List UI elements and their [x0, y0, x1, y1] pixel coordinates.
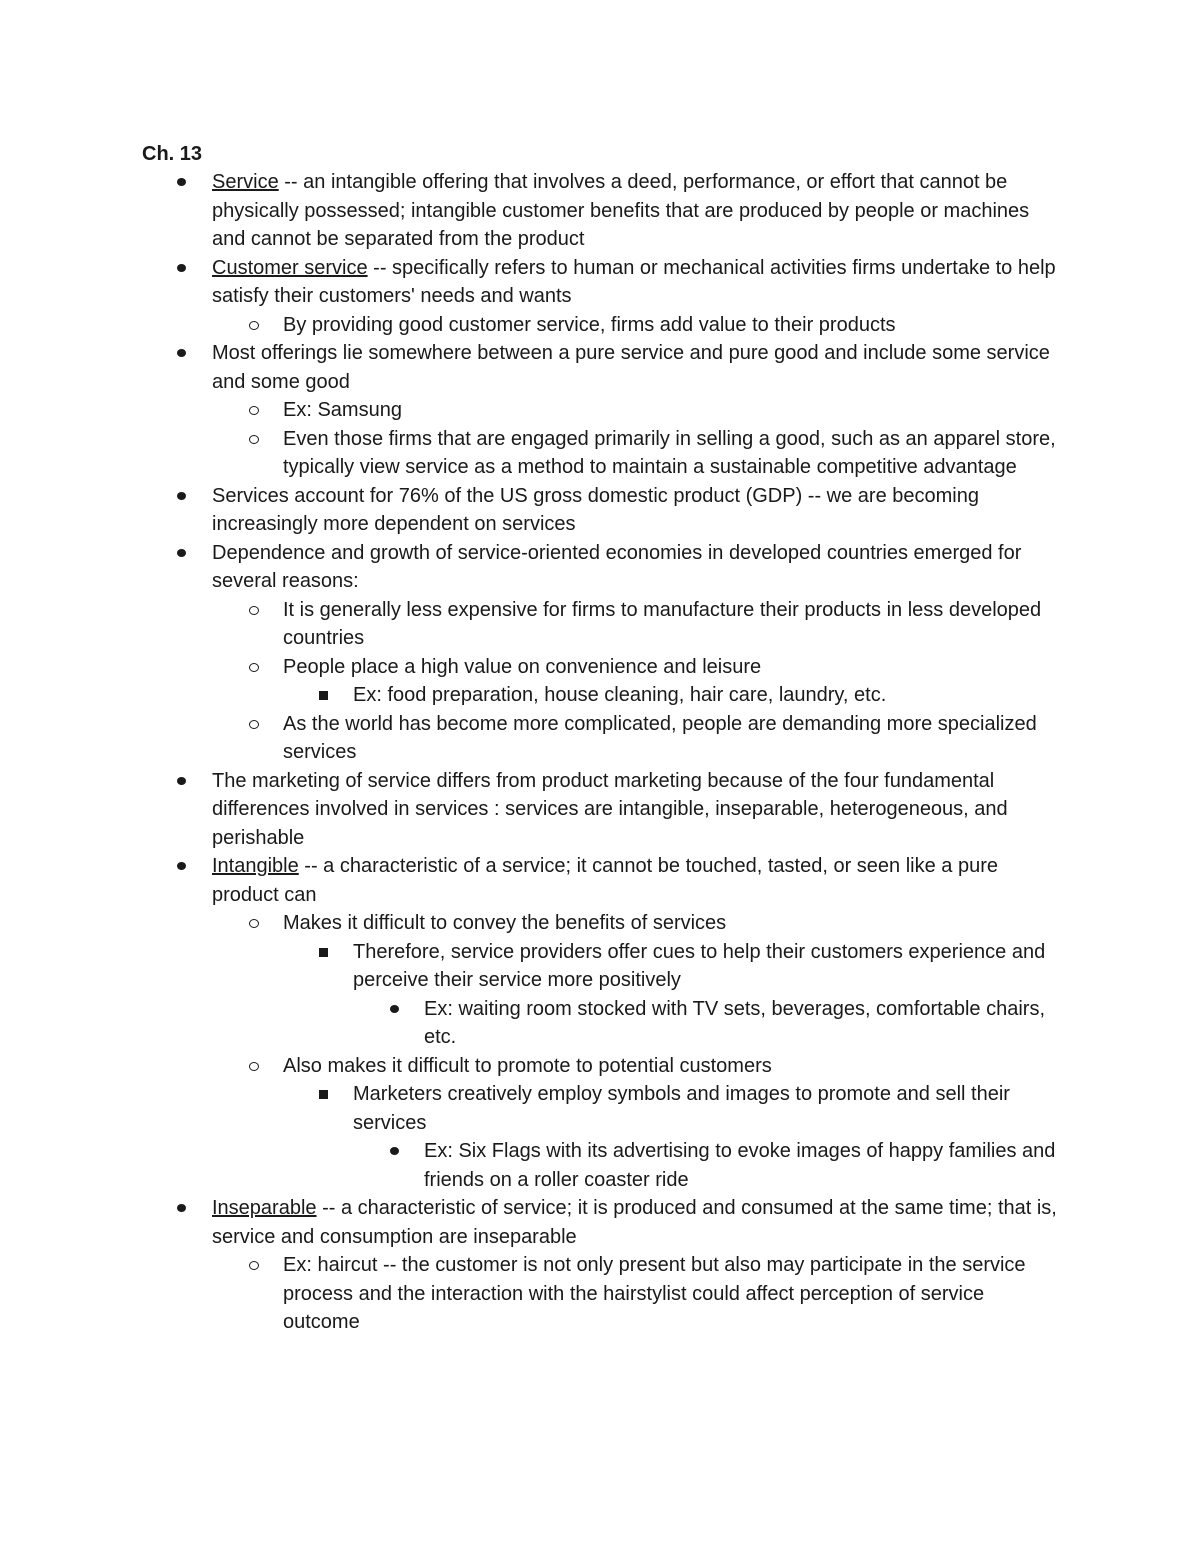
disc-bullet-icon — [390, 1005, 399, 1013]
item-body-text: Therefore, service providers offer cues to help their customers experience and perceive their service more positively — [353, 940, 1046, 991]
item-body-text: Ex: food preparation, house cleaning, hair care, laundry, etc. — [353, 684, 887, 706]
disc-bullet-icon — [390, 1147, 399, 1155]
item-body-text: Services account for 76% of the US gross domestic product (GDP) -- we are becoming increasingly more dependent on services — [212, 484, 979, 535]
list-item — [0, 938, 1062, 995]
list-item — [0, 311, 1062, 340]
list-item-text — [212, 339, 1062, 396]
list-item-text — [212, 852, 1062, 909]
defined-term: Service — [212, 171, 279, 193]
notes-list — [0, 168, 1200, 1337]
item-body-text: -- an intangible offering that involves a deed, performance, or effort that cannot be physically possessed; intangible customer benefits that are produced by people or machines and cannot be separated from the product — [212, 171, 1030, 250]
disc-bullet-icon — [177, 264, 186, 272]
list-item-text — [353, 681, 1062, 710]
item-body-text: Even those firms that are engaged primarily in selling a good, such as an apparel store, typically view service as a method to maintain a sustainable competitive advantage — [283, 427, 1056, 478]
item-body-text: -- specifically refers to human or mechanical activities firms undertake to help satisfy their customers' needs and wants — [212, 256, 1056, 307]
disc-bullet-icon — [177, 178, 186, 186]
circle-bullet-icon — [249, 606, 259, 615]
list-item-text — [283, 710, 1062, 767]
list-item — [0, 852, 1062, 909]
list-item — [0, 1137, 1062, 1194]
defined-term: Intangible — [212, 855, 299, 877]
list-item — [0, 909, 1062, 938]
item-body-text: Ex: waiting room stocked with TV sets, beverages, comfortable chairs, etc. — [424, 997, 1046, 1048]
item-body-text: The marketing of service differs from product marketing because of the four fundamental differences involved in services : services are intangible, inseparable, heterogeneous, and perishable — [212, 769, 1008, 849]
item-body-text: It is generally less expensive for firms to manufacture their products in less developed countries — [283, 598, 1042, 649]
defined-term: Inseparable — [212, 1197, 317, 1219]
defined-term: Customer service — [212, 256, 368, 279]
list-item-text — [283, 909, 1062, 938]
list-item — [0, 681, 1062, 710]
circle-bullet-icon — [249, 720, 259, 729]
list-item — [0, 254, 1062, 311]
list-item-text — [283, 396, 1062, 425]
square-bullet-icon — [319, 691, 328, 700]
list-item-text — [353, 1080, 1062, 1137]
item-body-text: -- a characteristic of service; it is produced and consumed at the same time; that is, service and consumption are inseparable — [212, 1197, 1057, 1248]
disc-bullet-icon — [177, 777, 186, 785]
circle-bullet-icon — [249, 663, 259, 672]
item-body-text: Ex: Six Flags with its advertising to evoke images of happy families and friends on a roller coaster ride — [424, 1140, 1056, 1191]
list-item — [0, 396, 1062, 425]
disc-bullet-icon — [177, 349, 186, 357]
item-body-text: Makes it difficult to convey the benefits of services — [283, 912, 727, 934]
list-item-text — [283, 311, 1062, 340]
list-item-text — [212, 168, 1062, 254]
disc-bullet-icon — [177, 1204, 186, 1212]
square-bullet-icon — [319, 948, 328, 957]
list-item — [0, 482, 1062, 539]
page-title: Ch. 13 — [142, 143, 203, 165]
circle-bullet-icon — [249, 406, 259, 415]
item-body-text: As the world has become more complicated, people are demanding more specialized services — [283, 712, 1037, 763]
list-item — [0, 339, 1062, 396]
circle-bullet-icon — [249, 1261, 259, 1270]
list-item — [0, 1194, 1062, 1251]
circle-bullet-icon — [249, 321, 259, 330]
list-item — [0, 425, 1062, 482]
list-item — [0, 767, 1062, 853]
item-body-text: Dependence and growth of service-oriented economies in developed countries emerged for several reasons: — [212, 541, 1022, 592]
list-item — [0, 1080, 1062, 1137]
item-body-text: Ex: haircut -- the customer is not only present but also may participate in the service process and the interaction with the hairstylist could affect perception of service outcome — [283, 1254, 1026, 1333]
list-item — [0, 995, 1062, 1052]
list-item — [0, 596, 1062, 653]
list-item — [0, 168, 1062, 254]
item-body-text: By providing good customer service, firms add value to their products — [283, 313, 896, 336]
item-body-text: Marketers creatively employ symbols and images to promote and sell their services — [353, 1083, 1010, 1134]
item-body-text: People place a high value on convenience and leisure — [283, 655, 762, 678]
list-item-text — [424, 1137, 1062, 1194]
list-item-text — [212, 254, 1062, 311]
list-item-text — [283, 596, 1062, 653]
list-item-text — [353, 938, 1062, 995]
disc-bullet-icon — [177, 862, 186, 870]
list-item-text — [283, 1251, 1062, 1337]
list-item — [0, 653, 1062, 682]
item-body-text: Most offerings lie somewhere between a pure service and pure good and include some service and some good — [212, 342, 1050, 393]
item-body-text: Also makes it difficult to promote to potential customers — [283, 1054, 772, 1077]
list-item — [0, 1251, 1062, 1337]
disc-bullet-icon — [177, 492, 186, 500]
list-item-text — [212, 767, 1062, 853]
circle-bullet-icon — [249, 1062, 259, 1071]
list-item — [0, 1052, 1062, 1081]
list-item — [0, 539, 1062, 596]
item-body-text: Ex: Samsung — [283, 399, 402, 421]
list-item — [0, 710, 1062, 767]
circle-bullet-icon — [249, 919, 259, 928]
item-body-text: -- a characteristic of a service; it cannot be touched, tasted, or seen like a pure product can — [212, 855, 998, 906]
circle-bullet-icon — [249, 435, 259, 444]
list-item-text — [212, 482, 1062, 539]
list-item-text — [212, 539, 1062, 596]
list-item-text — [424, 995, 1062, 1052]
list-item-text — [212, 1194, 1062, 1251]
square-bullet-icon — [319, 1090, 328, 1099]
list-item-text — [283, 425, 1062, 482]
disc-bullet-icon — [177, 549, 186, 557]
list-item-text — [283, 1052, 1062, 1081]
list-item-text — [283, 653, 1062, 682]
